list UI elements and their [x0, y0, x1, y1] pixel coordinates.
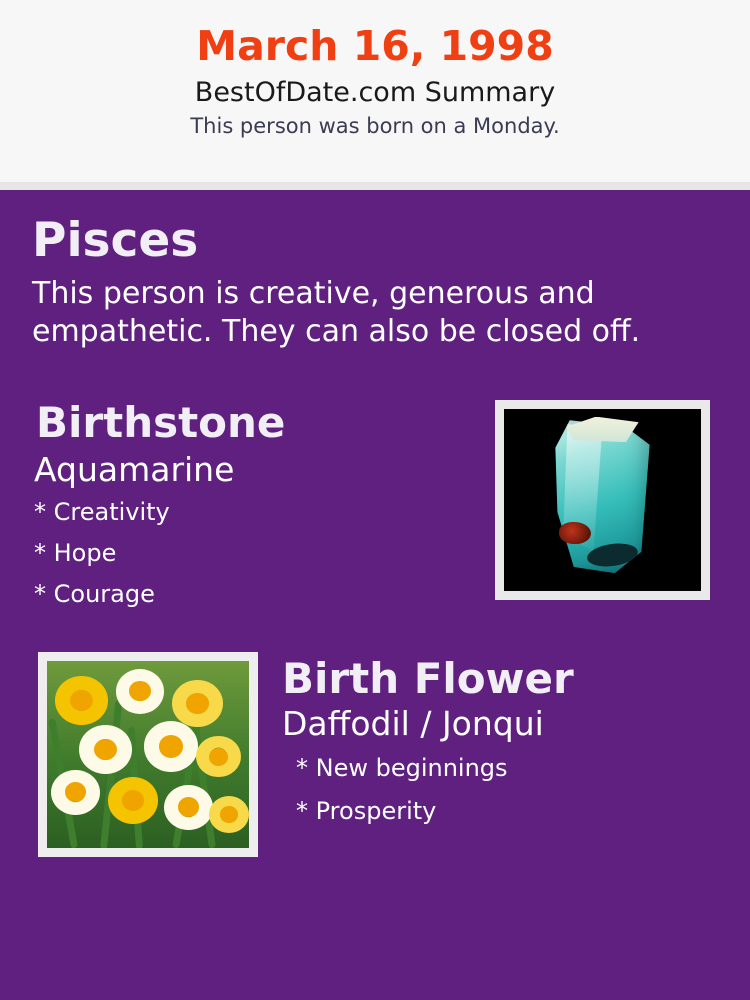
birthstone-trait: * Courage — [34, 580, 155, 609]
birthflower-photo-inner — [47, 661, 249, 848]
daffodil-bloom — [209, 796, 249, 833]
header-divider — [0, 182, 750, 190]
birthstone-title: Birthstone — [36, 398, 286, 448]
daffodil-bloom — [144, 721, 199, 771]
birthstone-trait: * Creativity — [34, 498, 170, 527]
birthstone-text — [32, 400, 462, 609]
birthstone-photo-inner — [504, 409, 701, 591]
birthflower-section — [32, 652, 718, 882]
birthflower-photo — [38, 652, 258, 857]
birthflower-trait: * Prosperity — [296, 797, 437, 826]
zodiac-section — [32, 213, 718, 350]
zodiac-sign-title: Pisces — [32, 213, 199, 268]
leaf — [100, 699, 123, 848]
birthflower-trait: * New beginnings — [296, 754, 508, 783]
daffodil-bloom — [79, 725, 132, 774]
zodiac-description: This person is creative, generous and empathetic. They can also be closed off. — [32, 276, 641, 349]
crystal-inclusion-red — [559, 522, 591, 544]
birth-day-note: This person was born on a Monday. — [190, 114, 560, 139]
header — [0, 0, 750, 182]
birthflower-text — [282, 652, 718, 826]
daffodil-bloom — [116, 669, 164, 714]
content — [0, 190, 750, 882]
birthstone-section — [32, 400, 718, 630]
page-title: March 16, 1998 — [196, 22, 554, 70]
daffodil-bloom — [51, 770, 99, 815]
birthstone-trait: * Hope — [34, 539, 117, 568]
daffodil-bloom — [164, 785, 212, 830]
birthflower-title: Birth Flower — [282, 654, 574, 704]
birthflower-name: Daffodil / Jonqui — [282, 703, 544, 743]
daffodil-bloom — [108, 777, 159, 824]
birthstone-photo — [495, 400, 710, 600]
daffodil-bloom — [196, 736, 240, 777]
daffodil-bloom — [55, 676, 108, 725]
birthstone-name: Aquamarine — [34, 449, 235, 489]
daffodil-bloom — [172, 680, 223, 727]
site-subtitle: BestOfDate.com Summary — [194, 77, 556, 109]
